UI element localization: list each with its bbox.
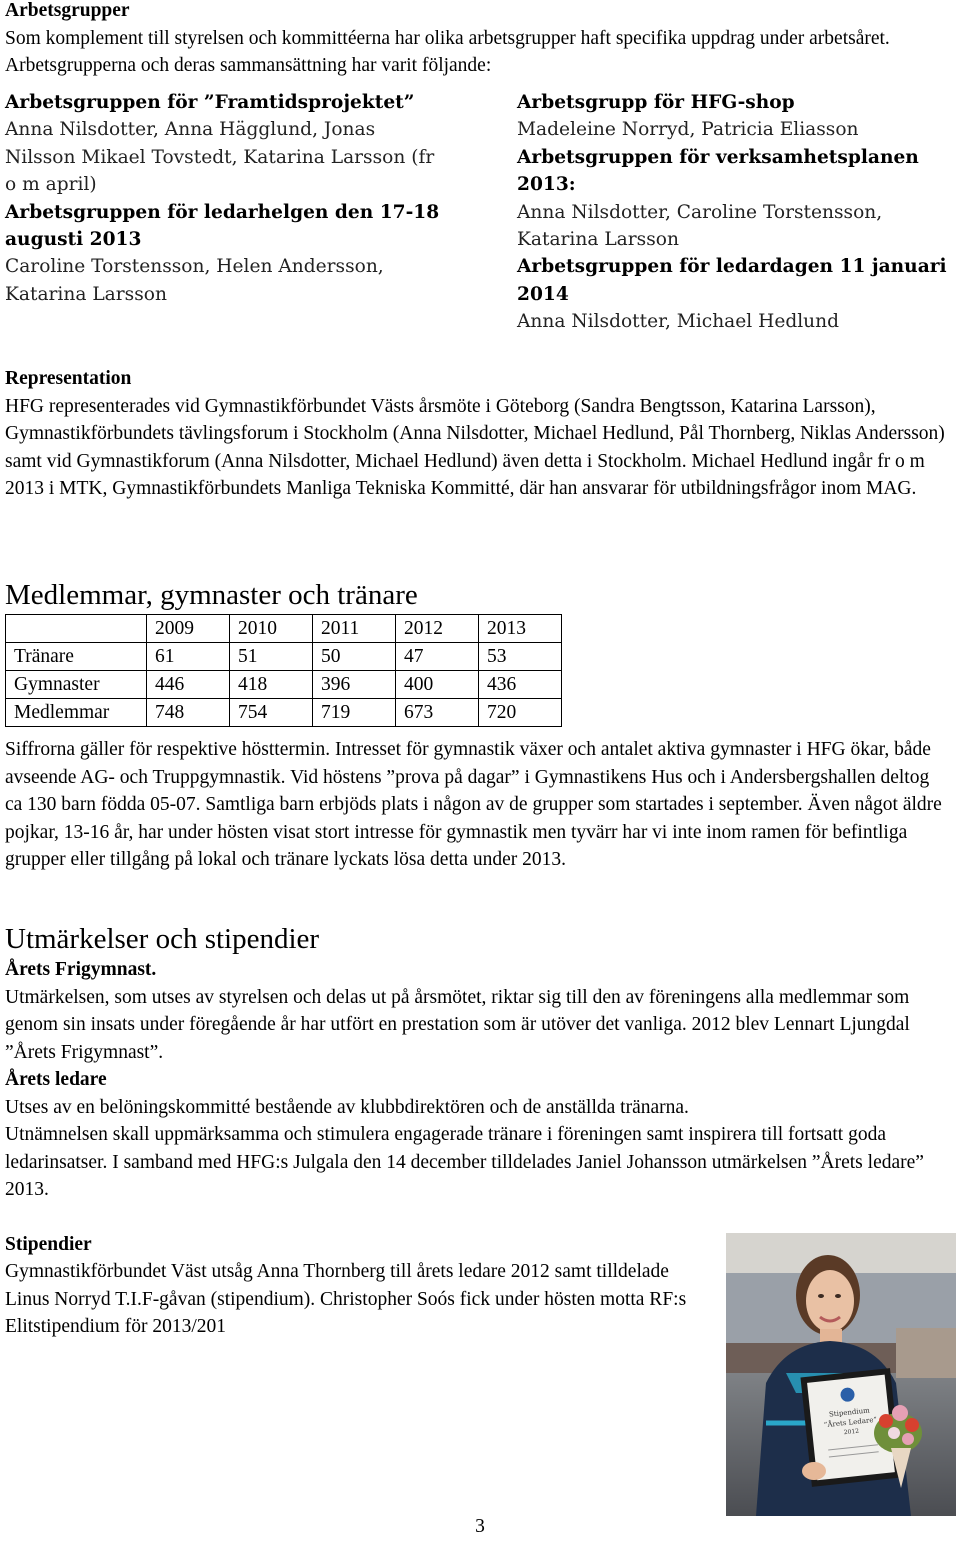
medlemmar-text: Siffrorna gäller för respektive hösttermin. Intresset för gymnastik växer och antalet aktiva gymnaster i HFG ökar, både avseende AG- och Truppgymnastik. Vid höstens ”prova på dagar” i Gymnastikens Hus och i Andersbergshallen deltog ca 130 barn födda 05-07. Samtliga barn erbjöds plats i någon av de grupper som startades i september. Även något äldre pojkar, 13-16 år, har under hösten visat stort intresse för gymnastik men tyvärr har vi inte inom ramen för befintliga grupper eller tillgång på lokal och tränare lyckats lösa detta under 2013. xyxy=(5,739,942,870)
table-corner-cell xyxy=(6,615,147,643)
table-cell: 436 xyxy=(479,671,562,699)
representation-text: HFG representerades vid Gymnastikförbundet Västs årsmöte i Göteborg (Sandra Bengtsson, Katarina Larsson), Gymnastikförbundets tävlingsforum i Stockholm (Anna Nilsdotter, Michael Hedlund, Pål Thornberg, Niklas Andersson) samt vid Gymnastikforum (Anna Nilsdotter, Michael Hedlund) även detta i Stockholm. Michael Hedlund ingår fr o m 2013 i MTK, Gymnastikförbundets Manliga Tekniska Kommitté, där han ansvarar för utbildningsfrågor inom MAG. xyxy=(5,395,945,499)
group-title: Arbetsgruppen för ledarhelgen den 17-18 augusti 2013 xyxy=(5,201,440,251)
group-title: Arbetsgruppen för ledardagen 11 januari 2014 xyxy=(517,256,947,305)
table-cell: 396 xyxy=(313,671,396,699)
group-title: Arbetsgruppen för verksamhetsplanen 2013: xyxy=(517,146,919,196)
group-title: Arbetsgruppen för ”Framtidsprojektet” xyxy=(5,92,415,113)
section-medlemmar xyxy=(5,578,957,874)
table-year-header: 2009 xyxy=(147,615,230,643)
group-hfg-shop xyxy=(517,89,955,144)
stipendier-text: Gymnastikförbundet Väst utsåg Anna Thornberg till årets ledare 2012 samt tilldelade Linus Norryd T.I.F-gåvan (stipendium). Christopher Soós fick under hösten motta RF:s Elitstipendium för 2013/201 xyxy=(5,1261,687,1337)
arbetsgrupper-heading: Arbetsgrupper xyxy=(5,0,130,21)
table-cell: 748 xyxy=(147,699,230,727)
frigymnast-heading: Årets Frigymnast. xyxy=(5,959,157,980)
table-year-header: 2013 xyxy=(479,615,562,643)
table-year-header: 2010 xyxy=(230,615,313,643)
table-cell: 673 xyxy=(396,699,479,727)
ledare-text-1: Utses av en belöningskommitté bestående av klubbdirektören och de anställda tränarna. xyxy=(5,1096,689,1118)
diploma-text-3: 2012 xyxy=(843,1427,860,1437)
diploma-text-1: Stipendium xyxy=(828,1406,871,1419)
group-members: Anna Nilsdotter, Michael Hedlund xyxy=(517,311,840,333)
table-cell: 47 xyxy=(396,643,479,671)
section-representation xyxy=(5,365,957,503)
table-cell: 53 xyxy=(479,643,562,671)
table-cell: 400 xyxy=(396,671,479,699)
table-row xyxy=(6,643,562,671)
table-cell: 418 xyxy=(230,671,313,699)
table-row xyxy=(6,699,562,727)
left-groups-column xyxy=(5,89,445,308)
table-row-label: Medlemmar xyxy=(6,699,147,727)
table-cell: 446 xyxy=(147,671,230,699)
ledare-heading: Årets ledare xyxy=(5,1069,107,1090)
utmarkelser-heading: Utmärkelser och stipendier xyxy=(5,923,320,955)
representation-heading: Representation xyxy=(5,368,132,389)
table-year-header: 2012 xyxy=(396,615,479,643)
medlemmar-heading: Medlemmar, gymnaster och tränare xyxy=(5,579,418,611)
table-cell: 720 xyxy=(479,699,562,727)
stats-table xyxy=(5,614,562,727)
award-photo-illustration xyxy=(726,1233,956,1516)
group-title: Arbetsgrupp för HFG-shop xyxy=(517,92,795,113)
group-members: Caroline Torstensson, Helen Andersson, Katarina Larsson xyxy=(5,256,384,305)
table-row xyxy=(6,671,562,699)
award-photo xyxy=(726,1233,956,1516)
diploma-text-2: ”Årets Ledare” xyxy=(823,1415,878,1430)
group-members: Madeleine Norryd, Patricia Eliasson xyxy=(517,119,859,141)
table-header-row xyxy=(6,615,562,643)
table-cell: 50 xyxy=(313,643,396,671)
table-row-label: Tränare xyxy=(6,643,147,671)
table-cell: 719 xyxy=(313,699,396,727)
right-groups-column xyxy=(517,89,955,336)
stipendier-heading: Stipendier xyxy=(5,1233,92,1255)
group-ledarhelgen xyxy=(5,199,445,309)
table-cell: 754 xyxy=(230,699,313,727)
section-arbetsgrupper xyxy=(5,0,955,80)
page-number: 3 xyxy=(475,1516,485,1537)
group-framtidsprojektet xyxy=(5,89,445,199)
table-year-header: 2011 xyxy=(313,615,396,643)
table-cell: 61 xyxy=(147,643,230,671)
group-ledardagen xyxy=(517,253,955,335)
arbetsgrupper-intro: Som komplement till styrelsen och kommittéerna har olika arbetsgrupper haft specifika uppdrag under arbetsåret. Arbetsgrupperna och deras sammansättning har varit följande: xyxy=(5,27,890,76)
group-members: Anna Nilsdotter, Caroline Torstensson, Katarina Larsson xyxy=(517,201,883,251)
table-row-label: Gymnaster xyxy=(6,671,147,699)
group-verksamhetsplanen xyxy=(517,144,955,254)
frigymnast-text: Utmärkelsen, som utses av styrelsen och delas ut på årsmötet, riktar sig till den av föreningens alla medlemmar som genom sin insats under föregående år har utfört en prestation som är utöver det vanliga. 2012 blev Lennart Ljungdal ”Årets Frigymnast”. xyxy=(5,986,910,1063)
table-cell: 51 xyxy=(230,643,313,671)
group-members: Anna Nilsdotter, Anna Hägglund, Jonas Nilsson Mikael Tovstedt, Katarina Larsson (fr o m april) xyxy=(5,119,435,196)
ledare-text-2: Utnämnelsen skall uppmärksamma och stimulera engagerade tränare i föreningen samt inspirera till fortsatt goda ledarinsatser. I samband med HFG:s Julgala den 14 december tilldelades Janiel Johansson utmärkelsen ”Årets ledare” 2013. xyxy=(5,1124,924,1200)
